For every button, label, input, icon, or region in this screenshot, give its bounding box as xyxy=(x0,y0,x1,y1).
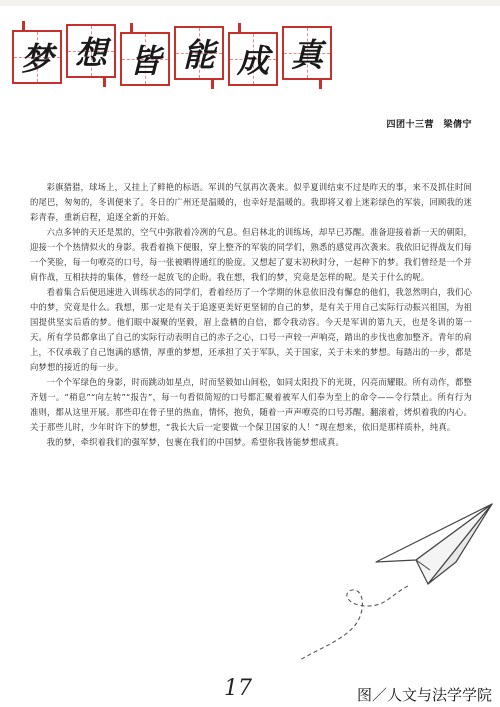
title-char: 梦 xyxy=(20,40,53,78)
dashed-flight-path xyxy=(296,584,416,664)
title-pin xyxy=(319,79,322,89)
paragraph: 我的梦，牵织着我们的强军梦，包裹在我们的中国梦。希望你我皆能梦想成真。 xyxy=(46,437,344,447)
title-char: 能 xyxy=(182,36,215,74)
title-box-5 xyxy=(228,32,278,86)
title-pin xyxy=(22,21,25,31)
paragraph: 看着集合后便迅速进入训练状态的同学们，看着经历了一个学期的休息依旧没有懈怠的他们，我忽然明白，我们心中的梦，究竟是什么。我想，那一定是有关于追逐更美好更坚韧的自己的梦，是有关于用自己实际行动振兴祖国，为祖国提供坚实后盾的梦。他们眼中凝聚的坚毅，眉上盘栖的自信，都令我动容。今天是军训的第九天，也是冬训的第一天。所有学员都拿出了自己的实际行动表明自己的赤子之心，口号一声较一声响亮，踏出的步伐也愈加整齐。青年的肩上，不仅承载了自己饱满的感情，厚重的梦想，还承担了关于军队，关于国家，关于未来的梦想。每踏出的一步，都是向梦想的接近的每一步。 xyxy=(30,287,472,372)
title-pin xyxy=(211,79,214,89)
image-credit: 图／人文与法学学院 xyxy=(356,686,492,704)
title-box-1 xyxy=(12,30,62,84)
paragraph: 一个个军绿色的身影，时而跳动如星点，时而坚毅如山间松，如同太阳投下的光斑，闪亮而耀眼。所有动作，都整齐划一。“稍息”“向左转”“报告”，每一句看似简短的口号都汇聚着被军人们奉为至上的命令——令行禁止。所有行为准则，都从这里开展。那些印在骨子里的热血，情怀，抱负，随着一声声嘹亮的口号苏醒。翻滚着，烤炽着我的内心。关于那些儿时，少年时许下的梦想，“我长大后一定要做一个保卫国家的人！”现在想来，依旧是那样质朴，纯真。 xyxy=(30,377,472,432)
title-pin xyxy=(238,23,241,33)
page-number: 17 xyxy=(224,676,252,701)
title-pin xyxy=(103,77,106,87)
title-char: 皆 xyxy=(128,42,161,80)
top-strip xyxy=(0,0,500,6)
paper-plane-icon xyxy=(372,500,496,586)
title-box-2 xyxy=(66,24,116,78)
paragraph: 六点多钟的天还是黑的，空气中弥散着冷冽的气息。但启林北的训练场，却早已苏醒。准备迎接着新一天的朝阳，迎接一个个热情似火的身影。我看着换下便服，穿上整齐的军装的同学们，熟悉的感觉再次袭来。我依旧记得战友们每一个笑脸，每一句嘹亮的口号，每一张被晒得通红的脸庞。又想起了夏末初秋时分，一起种下的梦。我们曾经是一个并肩作战，互相扶持的集体，曾经一起放飞的企盼。我在想，我们的梦，究竟是怎样的呢。是关于什么的呢。 xyxy=(30,227,472,282)
article-body xyxy=(30,180,472,450)
title-char: 成 xyxy=(236,42,269,80)
title-banner xyxy=(12,14,332,96)
title-char: 想 xyxy=(74,34,107,72)
author-byline: 四团十三营 梁倩宁 xyxy=(386,120,472,130)
title-box-6 xyxy=(282,26,332,80)
title-box-4 xyxy=(174,26,224,80)
paragraph: 彩旗猎猎，球场上，又挂上了鲜艳的标语。军训的气氛再次袭来。似乎夏训结束不过是昨天的事，来不及抓住时间的尾巴，匆匆的，冬训便来了。冬日的广州还是温暖的，也幸好是温暖的。我即将又着上迷彩绿色的军装，回顾我的迷彩青春，重新启程，追逐全新的开始。 xyxy=(30,182,472,222)
title-box-3 xyxy=(120,32,170,86)
title-char: 真 xyxy=(290,36,323,74)
title-pin xyxy=(130,23,133,33)
